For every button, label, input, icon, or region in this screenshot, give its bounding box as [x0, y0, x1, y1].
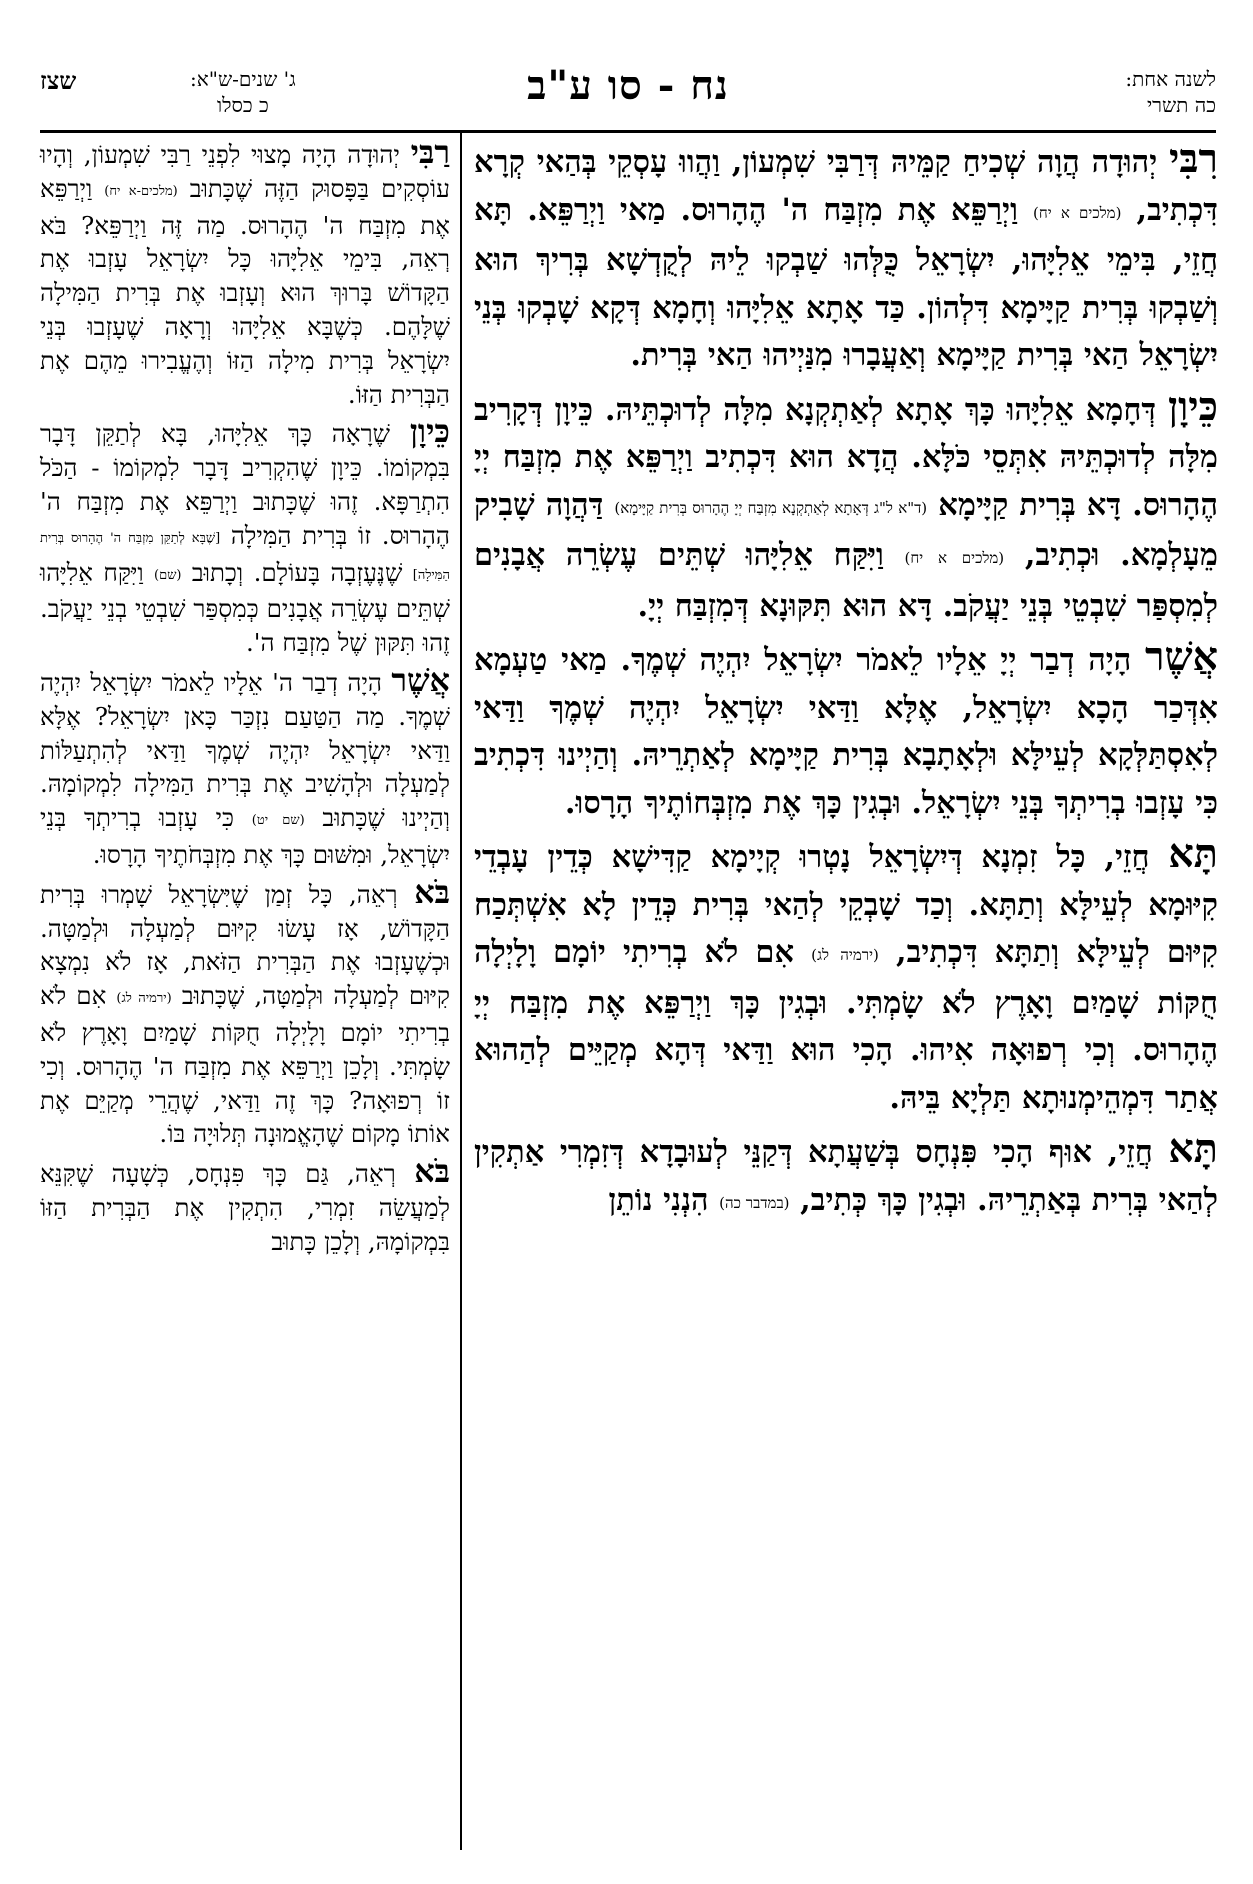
paragraph-text: רְאֵה, גַּם כָּךְ פִּנְחָס, כְּשָׁעָה שֶׁקִּנֵּא לְמַעֲשֵׂה זִמְרִי, הִתְקִין אֶת הַבְּרִית הַזּוֹ בִּמְקוֹמָהּ, וְלָכֵן כָּתוּב: [40, 1159, 450, 1256]
header-left: [190, 66, 296, 118]
paragraph-text: וַיִּקַּח אֵלִיָּהוּ שְׁתֵּים עֶשְׂרֵה אֲבָנִים כְּמִסְפַּר שִׁבְטֵי בְנֵי יַעֲקֹב. זֶהוּ תִּקּוּן שֶׁל מִזְבַּח ה'.: [40, 557, 450, 658]
verse-reference: (שם יט): [251, 813, 305, 829]
page-header: [40, 58, 1216, 126]
main-paragraph: [474, 634, 1218, 827]
paragraph-text: דְּחָמָא אֵלִיָּהוּ כָּךְ אָתָא לְאַתְקְנָא מִלָּה לְדוּכְתֵּיהּ. כֵּיוָן דְּקָרִיב מִלָּה לְדוּכְתֵּיהּ אִתְּסֵי כֹּלָּא. הֲדָא הוּא דִּכְתִיב וַיְרַפֵּא אֶת מִזְבַּח יְיָ הֶהָרוּס. דָּא בְּרִית קַיָּימָא: [474, 391, 1218, 523]
opening-word: בֹּא: [414, 1152, 450, 1191]
page-title: נח - סו ע"ב: [527, 62, 729, 109]
paragraph-text: יְהוּדָה הָיָה מָצוּי לִפְנֵי רַבִּי שִׁמְעוֹן, וְהָיוּ עוֹסְקִים בַּפָּסוּק הַזֶּה שֶׁכָּתוּב: [40, 140, 450, 203]
opening-word: תָּא: [1168, 831, 1218, 877]
paragraph-text: וַיִּקַּח אֵלִיָּהוּ שְׁתֵּים עֶשְׂרֵה אֲבָנִים לְמִסְפַּר שִׁבְטֵי בְּנֵי יַעֲקֹב. דָּא הוּא תִּקּוּנָא דְּמִזְבַּח יְיָ.: [474, 537, 1218, 624]
side-paragraph: [40, 1152, 450, 1258]
side-paragraph: [40, 872, 450, 1151]
verse-reference: (מלכים-א יח): [104, 183, 178, 199]
paragraph-text: כִּי עָזְבוּ בְרִיתְךָ בְּנֵי יִשְׂרָאֵל, וּמִשּׁוּם כָּךְ אֶת מִזְבְּחֹתֶיךָ הָרָסוּ.: [40, 803, 450, 869]
paragraph-text: חֲזֵי, אוּף הָכִי פִּנְחָס בְּשַׁעֲתָא דְּקַנֵּי לְעוּבָדָא דְּזִמְרִי אַתְקִין לְהַאי בְּרִית בְּאַתְרֵיהּ. וּבְגִין כָּךְ כְּתִיב,: [474, 1134, 1218, 1218]
opening-word: רִבִּי: [1169, 136, 1218, 182]
variant-note: (ד"א ל"ג דְּאָתָא לְאַתְקְנָא מִזְבַּח יְיָ הֶהָרוּס בְּרִית קַיָּימָא): [614, 498, 928, 517]
header-right-line1: לשנה אחת:: [1125, 67, 1216, 91]
page-number: שצז: [40, 66, 77, 95]
paragraph-text: הִנְנִי נוֹתֵן: [608, 1181, 720, 1218]
paragraph-text: הָיָה דְבַר יְיָ אֵלָיו לֵאמֹר יִשְׂרָאֵל יִהְיֶה שְׁמֶךָ. מַאי טַעְמָא אִדְּכַר הָכָא יִשְׂרָאֵל, אֶלָּא וַדַּאי יִשְׂרָאֵל יִהְיֶה שְׁמֶךָ וַדַּאי לְאִסְתַּלְּקָא לְעֵילָּא וּלְאָתָבָא בְּרִית קַיָּימָא לְאַתְרֵיהּ. וְהַיְינוּ דִּכְתִיב כִּי עָזְבוּ בְרִיתְךָ בְּנֵי יִשְׂרָאֵל. וּבְגִין כָּךְ אֶת מִזְבְּחוֹתֶיךָ הָרָסוּ.: [474, 642, 1218, 821]
paragraph-text: וַיְרַפֵּא אֶת מִזְבַּח ה' הֶהָרוּס. מַה זֶּה וַיְרַפֵּא? בֹּא רְאֵה, בִּימֵי אֵלִיָּהוּ כָּל יִשְׂרָאֵל עָזְבוּ אֶת הַקָּדוֹשׁ בָּרוּךְ הוּא וְעָזְבוּ אֶת בְּרִית הַמִּילָה שֶׁלָּהֶם. כְּשֶׁבָּא אֵלִיָּהוּ וְרָאָה שֶׁעָזְבוּ בְּנֵי יִשְׂרָאֵל בְּרִית מִילָה הַזּוֹ וְהֶעֱבִירוּ מֵהֶם אֶת הַבְּרִית הַזּוֹ.: [40, 173, 450, 409]
main-paragraph: [474, 831, 1218, 1122]
opening-word: אֲשֶׁר: [391, 660, 450, 699]
opening-word: תָּא: [1168, 1126, 1218, 1172]
header-right-line2: כה תשרי: [1146, 93, 1216, 117]
main-paragraph: [474, 136, 1218, 380]
verse-reference: (ירמיה לג): [811, 946, 879, 964]
header-rule: [40, 130, 1216, 133]
paragraph-text: אִם לֹא בְרִיתִי יוֹמָם וָלָיְלָה חֻקּוֹת שָׁמַיִם וָאָרֶץ לֹא שָׂמְתִּי. וּבְגִין כָּךְ וַיְרַפֵּא אֶת מִזְבַּח יְיָ הֶהָרוּס. וְכִי רְפוּאָה אִיהוּ. הָכִי הוּא וַדַּאי דְּהָא מְקַיֵּים לְהַהוּא אֲתַר דִּמְהֵימְנוּתָא תַּלְיָא בֵּיהּ.: [474, 934, 1218, 1116]
variant-note: [שֶׁבָּא לְתַקֵּן מִזְבַּח ה' הֶהָרוּס בְּרִית הַמִּילָה]: [40, 530, 450, 583]
header-left-line2: כ כסלו: [216, 93, 269, 117]
verse-reference: (במדבר כה): [719, 1193, 790, 1212]
opening-word: רַבִּי: [410, 133, 450, 171]
header-left-line1: ג' שנים-ש"א:: [190, 67, 296, 91]
paragraph-text: רְאֵה, כָּל זְמַן שֶׁיִּשְׂרָאֵל שָׁמְרוּ בְּרִית הַקָּדוֹשׁ, אָז עָשׂוּ קִיּוּם לְמַעְלָה וּלְמַטָּה. וּכְשֶׁעָזְבוּ אֶת הַבְּרִית הַזֹּאת, אָז לֹא נִמְצָא קִיּוּם לְמַעְלָה וּלְמַטָּה, שֶׁכָּתוּב: [40, 879, 450, 1011]
main-paragraph: [474, 1126, 1218, 1227]
side-paragraph: [40, 660, 451, 872]
verse-reference: (ירמיה לג): [116, 991, 172, 1007]
paragraph-text: חֲזֵי, כָּל זִמְנָא דְּיִשְׂרָאֵל נָטְרוּ קְיָימָא קַדִּישָׁא כְּדֵין עָבְדֵי קִיּוּמָא לְעֵילָּא וְתַתָּא. וְכַד שָׁבְקֵי לְהַאי בְּרִית כְּדֵין לָא אִשְׁתְּכַח קִיּוּם לְעֵילָּא וְתַתָּא דִּכְתִיב,: [474, 839, 1218, 970]
opening-word: אֲשֶׁר: [1145, 634, 1218, 680]
translation-column: [40, 133, 451, 1263]
paragraph-text: שֶׁנֶּעֶזְבָה בָּעוֹלָם. וְכָתוּב: [181, 557, 413, 587]
paragraph-text: הָיָה דְבַר ה' אֵלָיו לֵאמֹר יִשְׂרָאֵל יִהְיֶה שְׁמֶךָ. מַה הַטַּעַם נִזְכַּר כָּאן יִשְׂרָאֵל? אֶלָּא וַדַּאי יִשְׂרָאֵל יִהְיֶה שְׁמֶךָ וַדַּאי לְהִתְעַלּוֹת לְמַעְלָה וּלְהָשִׁיב אֶת בְּרִית הַמִּילָה לִמְקוֹמָהּ. וְהַיְינוּ שֶׁכָּתוּב: [40, 667, 451, 833]
opening-word: כֵּיוָן: [1167, 383, 1218, 430]
column-divider: [460, 130, 462, 1850]
verse-reference: (מלכים א יח): [1032, 203, 1122, 222]
paragraph-text: אִם לֹא בְרִיתִי יוֹמָם וָלָיְלָה חֻקּוֹת שָׁמַיִם וָאָרֶץ לֹא שָׂמְתִּי. וְלָכֵן וַיְרַפֵּא אֶת מִזְבַּח ה' הֶהָרוּס. וְכִי זוֹ רְפוּאָה? כָּךְ זֶה וַדַּאי, שֶׁהֲרֵי מְקַיֵּם אֶת אוֹתוֹ מָקוֹם שֶׁהָאֱמוּנָה תְּלוּיָה בּוֹ.: [40, 981, 450, 1149]
verse-reference: (שם): [154, 567, 182, 583]
paragraph-text: שֶׁרָאָה כָּךְ אֵלִיָּהוּ, בָּא לְתַקֵּן דָּבָר בִּמְקוֹמוֹ. כֵּיוָן שֶׁהִקְרִיב דָּבָר לִמְקוֹמוֹ - הַכֹּל הִתְרַפָּא. זֶהוּ שֶׁכָּתוּב וַיְרַפֵּא אֶת מִזְבַּח ה' הֶהָרוּס. זוֹ בְּרִית הַמִּילָה: [40, 419, 450, 550]
side-paragraph: [40, 133, 450, 411]
paragraph-text: יְהוּדָה הֲוָה שְׁכִיחַ קַמֵּיהּ דְּרַבִּי שִׁמְעוֹן, וַהֲווּ עָסְקֵי בְּהַאי קְרָא דִּכְתִיב,: [474, 144, 1218, 228]
opening-word: כֵּיוָן: [409, 412, 450, 451]
main-column: [474, 136, 1218, 1231]
main-paragraph: [474, 384, 1218, 631]
paragraph-text: וַיְרַפֵּא אֶת מִזְבַּח ה' הֶהָרוּס. מַאי וַיְרַפֵּא. תָּא חֲזֵי, בִּימֵי אֵלִיָּהוּ, יִשְׂרָאֵל כֻּלְּהוּ שַׁבְקוּ לֵיהּ לְקֻדְשָׁא בְּרִיךְ הוּא וְשַׁבְקוּ בְּרִית קַיָּימָא דִּלְהוֹן. כַּד אָתָא אֵלִיָּהוּ וְחָמָא דְּקָא שָׁבְקוּ בְּנֵי יִשְׂרָאֵל הַאי בְּרִית קַיָּימָא וְאַעֲבָרוּ מִנַּיְיהוּ הַאי בְּרִית.: [474, 191, 1218, 373]
verse-reference: (מלכים א יח): [904, 549, 1005, 567]
side-paragraph: [40, 412, 450, 660]
opening-word: בֹּא: [414, 872, 450, 911]
paragraph-text: דַּהֲוָה שָׁבִיק מֵעָלְמָא. וּכְתִיב,: [474, 486, 1219, 573]
